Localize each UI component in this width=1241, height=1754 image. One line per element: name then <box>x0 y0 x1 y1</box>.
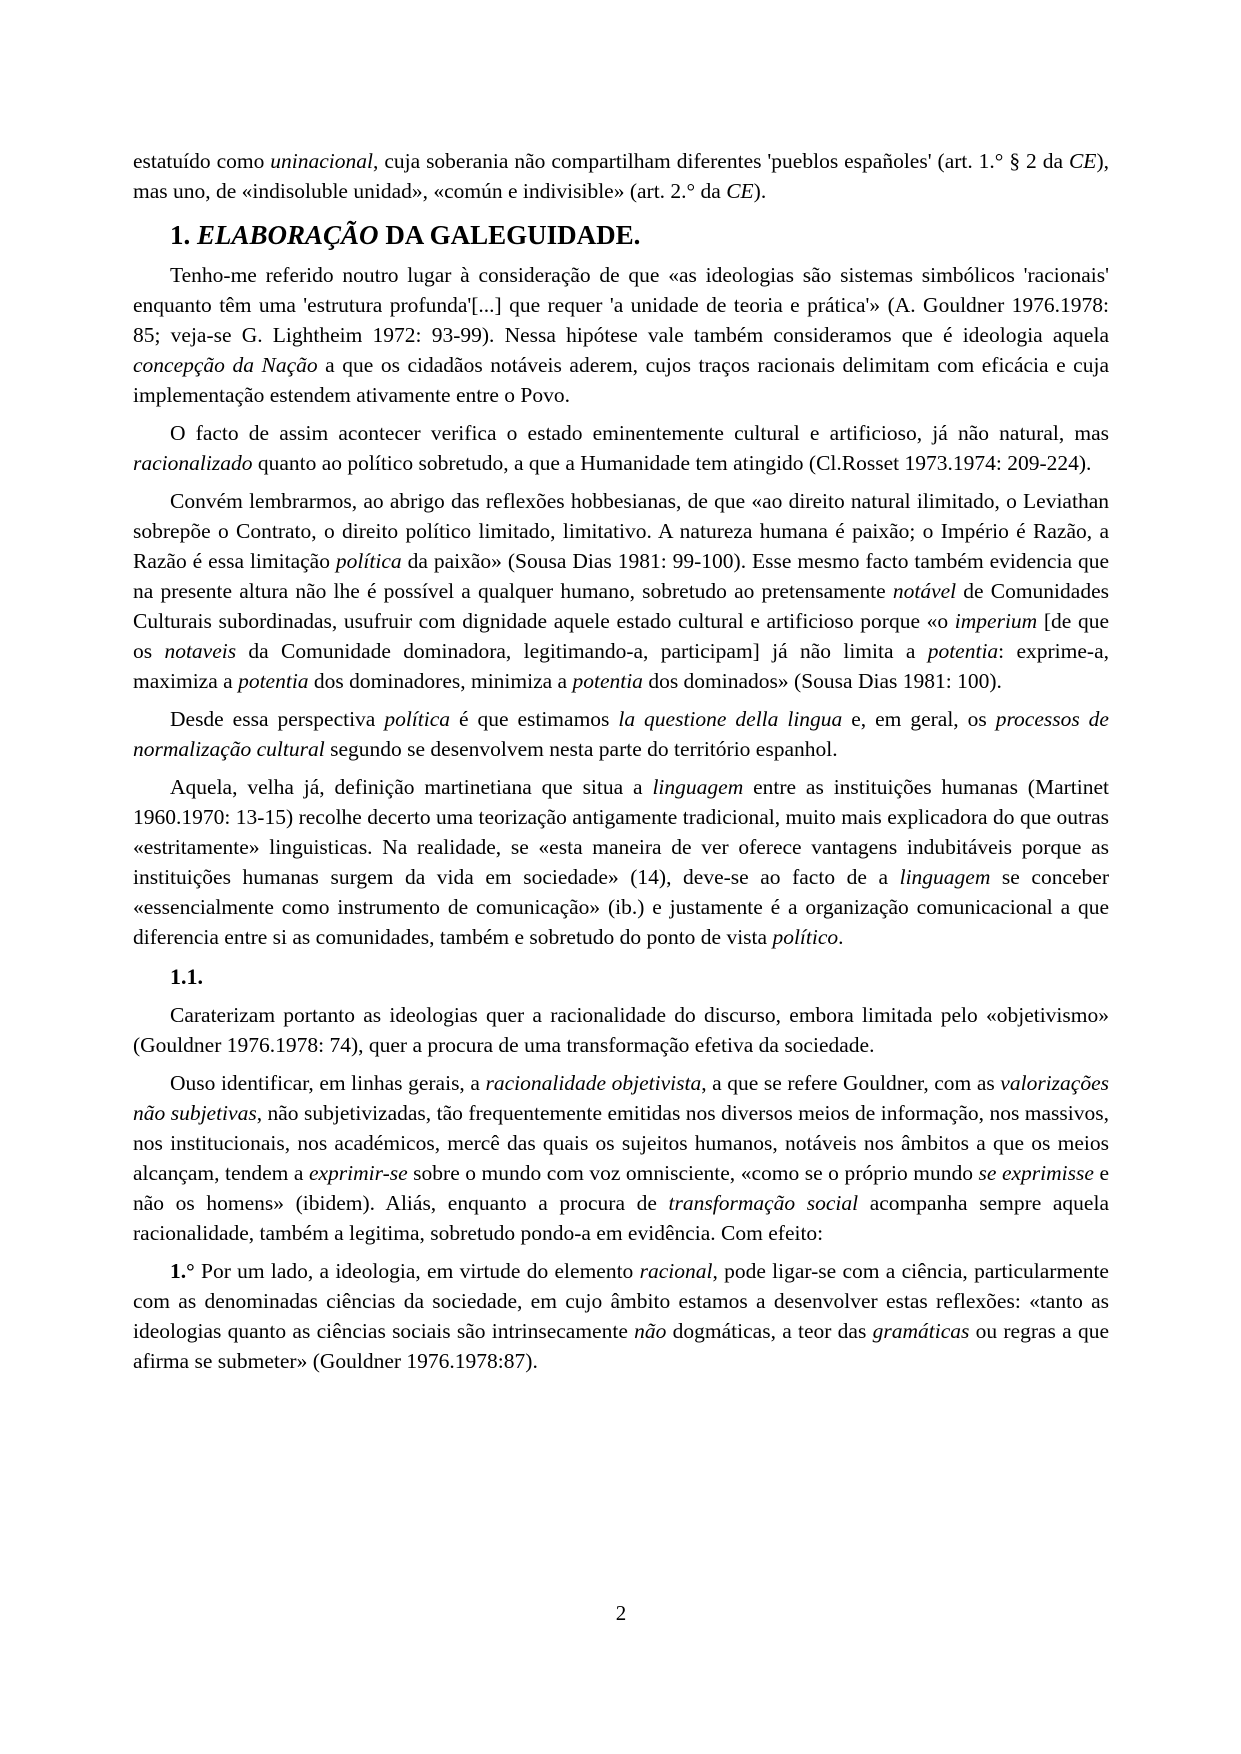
text-run: imperium <box>954 609 1038 633</box>
text-run: racionalidade objetivista <box>485 1071 702 1095</box>
text-run: a que os cidadãos notáveis aderem, cujos traços racionais delimitam com eficácia e cuja implementação estendem ativamente entre o Povo. <box>133 353 1109 407</box>
body-paragraph-7 <box>133 1068 1109 1248</box>
text-run: sobre o mundo com voz omnisciente, «como se o próprio mundo <box>407 1161 979 1185</box>
text-run: 1.1. <box>170 964 203 989</box>
text-run: la questione della lingua <box>618 707 843 731</box>
text-run: política <box>335 549 402 573</box>
section-heading <box>133 218 1109 252</box>
text-run: dos dominadores, minimiza a <box>308 669 573 693</box>
text-run: DA GALEGUIDADE. <box>378 220 641 250</box>
text-run: gramáticas <box>872 1319 970 1343</box>
text-run: , cuja soberania não compartilham diferentes 'pueblos españoles' (art. 1.° § 2 da <box>373 149 1069 173</box>
text-run: estatuído como <box>133 149 271 173</box>
text-run: notaveis <box>164 639 237 663</box>
text-run: Tenho-me referido noutro lugar à consideração de que «as ideologias são sistemas simbólicos 'racionais' enquanto têm uma 'estrutura profunda'[...] que requer 'a unidade de teoria e prática'» (A. Gouldner 1976.1978: 85; veja-se G. Lightheim 1972: 93-99). Nessa hipótese vale também consideramos que é ideologia aquela <box>133 263 1109 347</box>
text-run: , não subjetivizadas, tão frequentemente emitidas nos diversos meios de informação, nos massivos, nos institucionais, nos académicos, mercê das quais os sujeitos humanos, notáveis nos âmbitos a que os meios alcançam, tendem a <box>133 1101 1109 1185</box>
text-run: notável <box>892 579 957 603</box>
page-footer <box>133 1598 1109 1628</box>
text-run: ), mas uno, de «indisoluble unidad», «común e indivisible» (art. 2.° da <box>133 149 1109 203</box>
text-run: Convém lembrarmos, ao abrigo das reflexões hobbesianas, de que «ao direito natural ilimitado, o Leviathan sobrepõe o Contrato, o direito político limitado, limitativo. A natureza humana é paixão; o Império é Razão, a Razão é essa limitação <box>133 489 1109 573</box>
text-run: racionalizado <box>133 451 253 475</box>
text-run: e não os homens» (ibidem). Aliás, enquanto a procura de <box>133 1161 1109 1215</box>
text-run: dogmáticas, a teor das <box>666 1319 873 1343</box>
text-run: transformação social <box>668 1191 859 1215</box>
continuation-paragraph <box>133 146 1109 206</box>
body-paragraph-3 <box>133 486 1109 696</box>
text-run: Por um lado, a ideologia, em virtude do elemento <box>194 1259 640 1283</box>
text-run: uninacional <box>270 149 373 173</box>
text-run: ELABORAÇÃO <box>197 220 379 250</box>
text-run: acompanha sempre aquela racionalidade, também a legitima, sobretudo pondo-a em evidência. Com efeito: <box>133 1191 1109 1245</box>
page-number: 2 <box>615 1601 627 1625</box>
text-run: Desde essa perspectiva <box>170 707 385 731</box>
text-run: e, em geral, os <box>842 707 996 731</box>
text-run: potentia <box>927 639 999 663</box>
text-run: processos de normalização cultural <box>133 707 1109 761</box>
text-run: Ouso identificar, em linhas gerais, a <box>170 1071 486 1095</box>
text-run: se exprimisse <box>978 1161 1094 1185</box>
text-run: política <box>384 707 450 731</box>
body-paragraph-5 <box>133 772 1109 952</box>
text-run: Caraterizam portanto as ideologias quer a racionalidade do discurso, embora limitada pelo «objetivismo» (Gouldner 1976.1978: 74), quer a procura de uma transformação efetiva da sociedade. <box>133 1003 1109 1057</box>
text-run: O facto de assim acontecer verifica o estado eminentemente cultural e artificioso, já não natural, mas <box>170 421 1109 445</box>
body-paragraph-2 <box>133 418 1109 478</box>
text-run: CE <box>726 179 754 203</box>
text-run: é que estimamos <box>450 707 619 731</box>
text-run: , pode ligar-se com a ciência, particularmente com as denominadas ciências da sociedade, em cujo âmbito estamos a desenvolver estas reflexões: «tanto as ideologias quanto as ciências sociais são intrinsecamente <box>133 1259 1109 1343</box>
text-run: 1.° <box>170 1259 195 1283</box>
text-run: . <box>838 925 844 949</box>
text-run: quanto ao político sobretudo, a que a Humanidade tem atingido (Cl.Rosset 1973.1974: 209-224). <box>252 451 1092 475</box>
text-run: linguagem <box>652 775 744 799</box>
text-run: [de que os <box>133 609 1109 663</box>
text-run: entre as instituições humanas (Martinet 1960.1970: 13-15) recolhe decerto uma teorização antigamente tradicional, muito mais explicadora do que outras «estritamente» linguisticas. Na realidade, se «esta maneira de ver oferece vantagens indubitáveis porque as instituições humanas surgem da vida em sociedade» (14), deve-se ao facto de a <box>133 775 1109 889</box>
text-run: potentia <box>238 669 309 693</box>
text-run: , a que se refere Gouldner, com as <box>701 1071 1001 1095</box>
text-run: da paixão» (Sousa Dias 1981: 99-100). Esse mesmo facto também evidencia que na presente altura não lhe é possível a qualquer humano, sobretudo ao pretensamente <box>133 549 1109 603</box>
subsection-heading <box>133 962 1109 992</box>
text-run: ou regras a que afirma se submeter» (Gouldner 1976.1978:87). <box>133 1319 1110 1373</box>
text-run: segundo se desenvolvem nesta parte do território espanhol. <box>324 737 838 761</box>
body-paragraph-6 <box>133 1000 1109 1060</box>
text-run: da Comunidade dominadora, legitimando-a, participam] já não limita a <box>236 639 928 663</box>
text-run: : exprime-a, maximiza a <box>133 639 1109 693</box>
text-run: de Comunidades Culturais subordinadas, usufruir com dignidade aquele estado cultural e artificioso porque «o <box>133 579 1109 633</box>
text-run: CE <box>1068 149 1097 173</box>
text-run: potentia <box>572 669 643 693</box>
text-run: se conceber «essencialmente como instrumento de comunicação» (ib.) e justamente é a organização comunicacional a que diferencia entre si as comunidades, também e sobretudo do ponto de vista <box>133 865 1109 949</box>
text-run: racional <box>639 1259 713 1283</box>
text-run: 1. <box>170 220 197 250</box>
text-run: exprimir-se <box>308 1161 408 1185</box>
text-run: ). <box>753 179 767 203</box>
numbered-point-paragraph <box>133 1256 1109 1376</box>
body-paragraph-4 <box>133 704 1109 764</box>
text-run: linguagem <box>899 865 991 889</box>
text-column <box>133 146 1109 1376</box>
body-paragraph-1 <box>133 260 1109 410</box>
text-run: não <box>634 1319 667 1343</box>
text-run: dos dominados» (Sousa Dias 1981: 100). <box>642 669 1002 693</box>
text-run: concepção da Nação <box>133 353 318 377</box>
text-run: valorizações não subjetivas <box>133 1071 1109 1125</box>
text-run: Aquela, velha já, definição martinetiana que situa a <box>170 775 653 799</box>
text-run: político <box>772 925 839 949</box>
